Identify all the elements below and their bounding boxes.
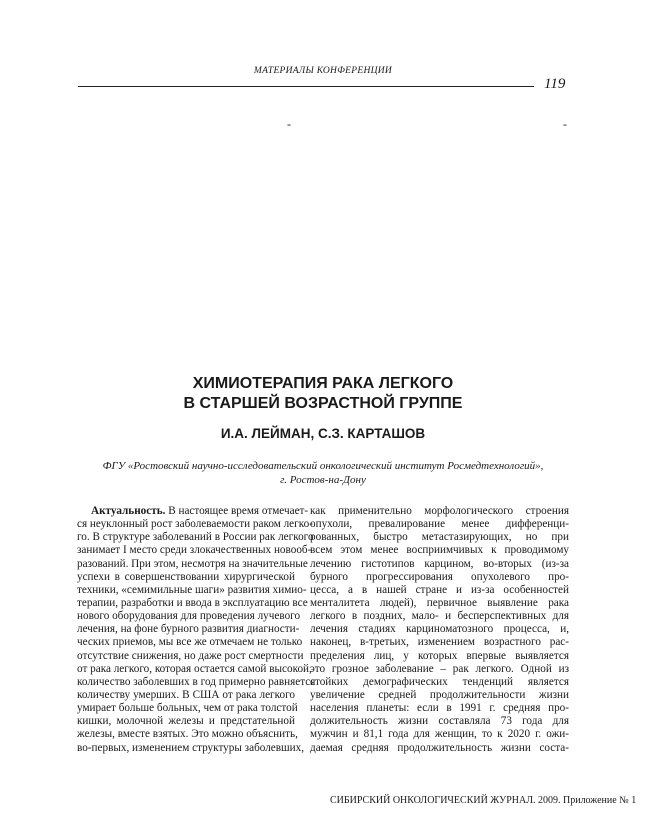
text-line: техники, «семимильные шаги» развития химио- [77,583,307,596]
title-line-2: В СТАРШЕЙ ВОЗРАСТНОЙ ГРУППЕ [183,395,463,412]
text-line: го. В структуре заболеваний в России рак легкого [77,531,314,544]
text-line: кишки, молочной железы и предстательной [77,715,295,728]
text-line: как применительно морфологического строения [310,505,569,517]
body-column-left [77,505,316,755]
text-line: увеличение средней продолжительности жизни [310,688,569,701]
text-line: лечения стадиях карциноматозного процесса, и, [310,623,569,636]
text-line: менталитета людей), первичное выявление рака [310,596,569,609]
text-line: от рака легкого, которая остается самой высокой, [77,662,312,675]
text-line: нового оборудования для проведения лучевого [77,610,301,623]
text-line: всем этом менее восприимчивых к проводимому [310,544,569,557]
text-line: разований. При этом, несмотря на значительные [77,557,308,570]
text-fragment: В настоящее время отмечает- [165,505,309,517]
text-line: населения планеты: если в 1991 г. средняя про- [310,702,569,715]
text-line: легкого в поздних, мало- и бесперспективных для [310,610,569,623]
article-title [0,374,646,414]
text-line: лечению гистотипов карцином, во-вторых (из-за [310,557,569,570]
text-line: ческих приемов, мы все же отмечаем не только [77,636,303,649]
text-line: умирает больше больных, чем от рака толстой [77,702,298,715]
text-line: ся неуклонный рост заболеваемости раком легко- [77,518,313,531]
text-line: опухоли, превалирование менее дифференци- [310,518,569,531]
text-line [77,505,309,518]
text-line: терапии, разработки и ввода в эксплуатацию все [77,596,308,609]
text-line: железы, вместе взятых. Это можно объяснить, [77,728,298,741]
affiliation-line-1: ФГУ «Ростовский научно-исследовательский онкологический институт Росмедтехнологий», [102,460,544,472]
text-line: успехи в совершенствовании хирургической [77,570,295,583]
author-affiliation [60,459,586,487]
text-line: наконец, в-третьих, изменением возрастного рас- [310,636,569,649]
body-column-right [310,505,569,755]
text-line: лечения, на фоне бурного развития диагности- [77,623,300,636]
text-line: стойких демографических тенденций является [310,675,569,688]
lead-in: Актуальность. [91,505,166,517]
header-rule [78,86,534,87]
article-authors: И.А. ЛЕЙМАН, С.З. КАРТАШОВ [220,426,426,441]
running-header: МАТЕРИАЛЫ КОНФЕРЕНЦИИ [253,66,393,76]
text-line: занимает I место среди злокачественных новооб- [77,544,312,557]
page-number: 119 [544,76,566,92]
text-line: даемая средняя продолжительность жизни соста- [310,741,569,754]
text-line: пределения лиц, у которых впервые выявляется [310,649,569,662]
text-line: цесса, а в нашей стране и из-за особенностей [310,583,569,596]
journal-footer: СИБИРСКИЙ ОНКОЛОГИЧЕСКИЙ ЖУРНАЛ. 2009. Приложение № 1 [330,795,637,806]
text-line: мужчин и 81,1 года для женщин, то к 2020 г. ожи- [310,728,569,741]
text-line: количеству умерших. В США от рака легкого [77,688,295,701]
text-line: рованных, быстро метастазирующих, но при [310,531,569,544]
stray-dash-right: - [563,117,567,131]
text-line: бурного прогрессирования опухолевого про- [310,570,569,583]
stray-dash-left: - [287,117,291,131]
text-line: во-первых, изменением структуры заболевших, [77,741,305,754]
title-line-1: ХИМИОТЕРАПИЯ РАКА ЛЕГКОГО [192,375,454,392]
text-line: это грозное заболевание – рак легкого. Одной из [310,662,569,675]
text-line: отсутствие снижения, но даже рост смертности [77,649,304,662]
affiliation-line-2: г. Ростов-на-Дону [280,474,366,486]
text-line: должительность жизни составляла 73 года для [310,715,569,728]
text-line: количество заболевших в год примерно равняется [77,675,316,688]
